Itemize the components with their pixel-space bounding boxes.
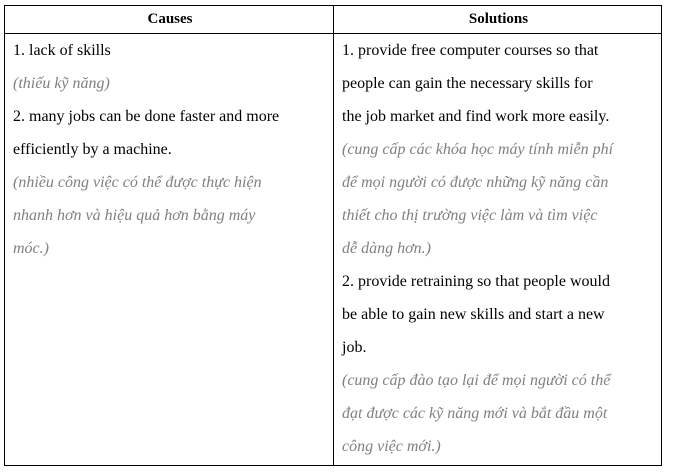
causes-cell	[5, 34, 334, 466]
cause-translation-line: (nhiều công việc có thể được thực hiện	[13, 174, 262, 191]
solution-translation-line: dễ dàng hơn.)	[342, 240, 431, 257]
cause-line: 2. many jobs can be done faster and more	[13, 108, 280, 125]
solution-line: the job market and find work more easily.	[342, 108, 610, 125]
cause-translation-line: nhanh hơn và hiệu quả hơn bằng máy	[13, 207, 256, 224]
solution-translation-line: thiết cho thị trường việc làm và tìm việc	[342, 207, 598, 224]
header-solutions: Solutions	[334, 6, 662, 34]
cause-translation-line: móc.)	[13, 240, 49, 257]
solution-translation-line: đạt được các kỹ năng mới và bắt đầu một	[342, 405, 608, 422]
solutions-cell	[334, 34, 662, 466]
solution-line: 1. provide free computer courses so that	[342, 42, 599, 59]
header-row	[5, 6, 662, 34]
cause-line: 1. lack of skills	[13, 42, 111, 59]
cause-line: efficiently by a machine.	[13, 141, 172, 158]
content-row	[5, 34, 662, 466]
header-causes: Causes	[5, 6, 334, 34]
solution-line: job.	[342, 339, 367, 356]
causes-solutions-table	[4, 5, 662, 466]
solution-translation-line: công việc mới.)	[342, 438, 441, 455]
cause-translation-line: (thiếu kỹ năng)	[13, 75, 110, 92]
solution-translation-line: (cung cấp các khóa học máy tính miễn phí	[342, 141, 614, 158]
solution-line: people can gain the necessary skills for	[342, 75, 593, 92]
solution-translation-line: (cung cấp đào tạo lại để mọi người có thể	[342, 372, 611, 389]
solution-translation-line: để mọi người có được những kỹ năng cần	[342, 174, 609, 191]
solution-line: be able to gain new skills and start a new	[342, 306, 605, 323]
solution-line: 2. provide retraining so that people would	[342, 273, 610, 290]
